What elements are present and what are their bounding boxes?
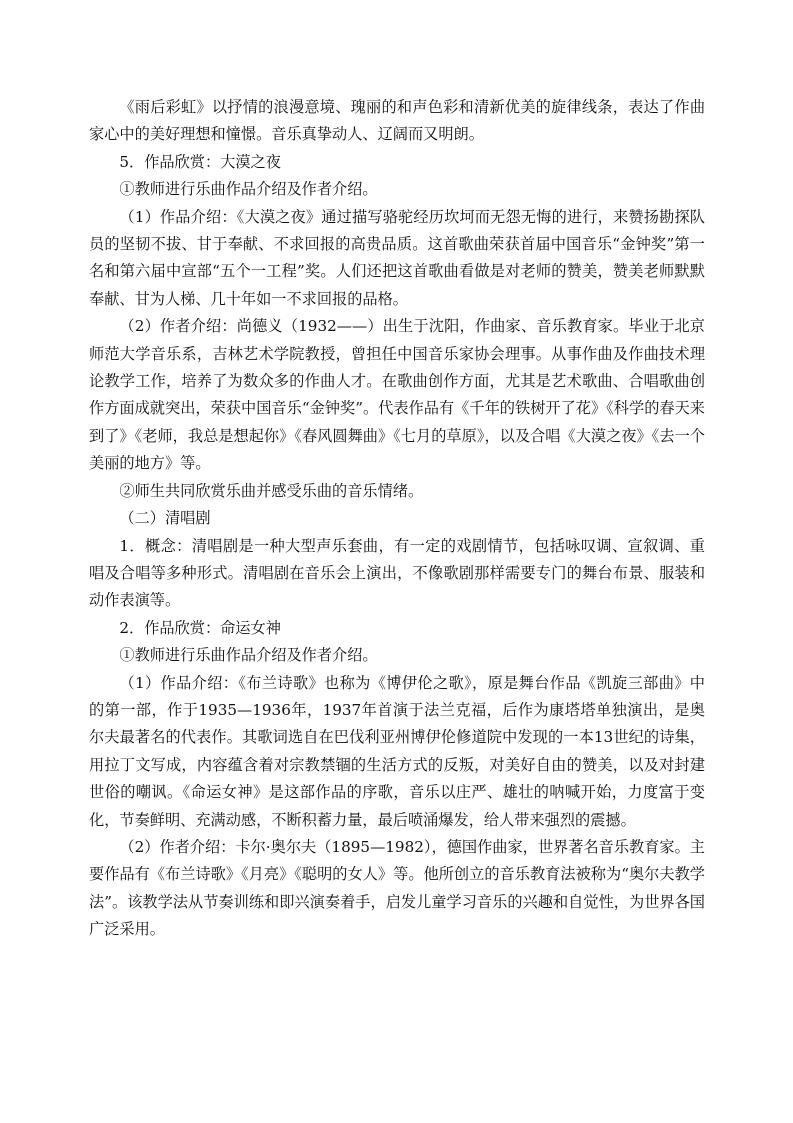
paragraph-rainbow-summary: 《雨后彩虹》以抒情的浪漫意境、瑰丽的和声色彩和清新优美的旋律线条，表达了作曲家心中的美好理想和憧憬。音乐真挚动人、辽阔而又明朗。	[89, 98, 705, 144]
paragraph-teacher-intro-2: ①教师进行乐曲作品介绍及作者介绍。	[119, 646, 378, 665]
heading-work-appreciation-desert-night: 5．作品欣赏：大漠之夜	[119, 152, 281, 171]
heading-work-appreciation-fortuna: 2．作品欣赏：命运女神	[119, 618, 281, 637]
paragraph-carmina-burana-work-intro: （1）作品介绍：《布兰诗歌》也称为《博伊伦之歌》，原是舞台作品《凯旋三部曲》中的第一部，作于1935—1936年，1937年首演于法兰克福，后作为康塔塔单独演出，是奥尔夫最著名的代表作。其歌词选自在巴伐利亚州博伊伦修道院中发现的一本13世纪的诗集，用拉丁文写成，内容蕴含着对宗教禁锢的生活方式的反叛，对美好自由的赞美，以及对封建世俗的嘲讽。《命运女神》是这部作品的序歌，音乐以庄严、雄壮的呐喊开始，力度富于变化，节奏鲜明、充满动感，不断积蓄力量，最后喷涌爆发，给人带来强烈的震撼。	[89, 673, 705, 829]
paragraph-desert-night-work-intro: （1）作品介绍：《大漠之夜》通过描写骆驼经历坎坷而无怨无悔的进行，来赞扬勘探队员的坚韧不拔、甘于奉献、不求回报的高贵品质。这首歌曲荣获首届中国音乐“金钟奖”第一名和第六届中宣部“五个一工程”奖。人们还把这首歌曲看做是对老师的赞美，赞美老师默默奉献、甘为人梯、几十年如一不求回报的品格。	[89, 207, 705, 308]
paragraph-joint-appreciation: ②师生共同欣赏乐曲并感受乐曲的音乐情绪。	[119, 481, 424, 500]
paragraph-desert-night-author-intro: （2）作者介绍：尚德义（1932——）出生于沈阳，作曲家、音乐教育家。毕业于北京师范大学音乐系，吉林艺术学院教授，曾担任中国音乐家协会理事。从事作曲及作曲技术理论教学工作，培养了为数众多的作曲人才。在歌曲创作方面，尤其是艺术歌曲、合唱歌曲创作方面成就突出，荣获中国音乐“金钟奖”。代表作品有《千年的铁树开了花》《科学的春天来到了》《老师，我总是想起你》《春风圆舞曲》《七月的草原》，以及合唱《大漠之夜》《去一个美丽的地方》等。	[89, 317, 705, 473]
paragraph-oratorio-concept: 1．概念：清唱剧是一种大型声乐套曲，有一定的戏剧情节，包括咏叹调、宣叙调、重唱及合唱等多种形式。清唱剧在音乐会上演出，不像歌剧那样需要专门的舞台布景、服装和动作表演等。	[89, 536, 705, 610]
document-page	[89, 94, 705, 944]
heading-oratorio: （二）清唱剧	[119, 509, 211, 528]
paragraph-teacher-intro-1: ①教师进行乐曲作品介绍及作者介绍。	[119, 180, 378, 199]
paragraph-orff-author-intro: （2）作者介绍：卡尔·奥尔夫（1895—1982），德国作曲家，世界著名音乐教育家。主要作品有《布兰诗歌》《月亮》《聪明的女人》等。他所创立的音乐教育法被称为“奥尔夫教学法”。该教学法从节奏训练和即兴演奏着手，启发儿童学习音乐的兴趣和自觉性，为世界各国广泛采用。	[89, 837, 705, 939]
